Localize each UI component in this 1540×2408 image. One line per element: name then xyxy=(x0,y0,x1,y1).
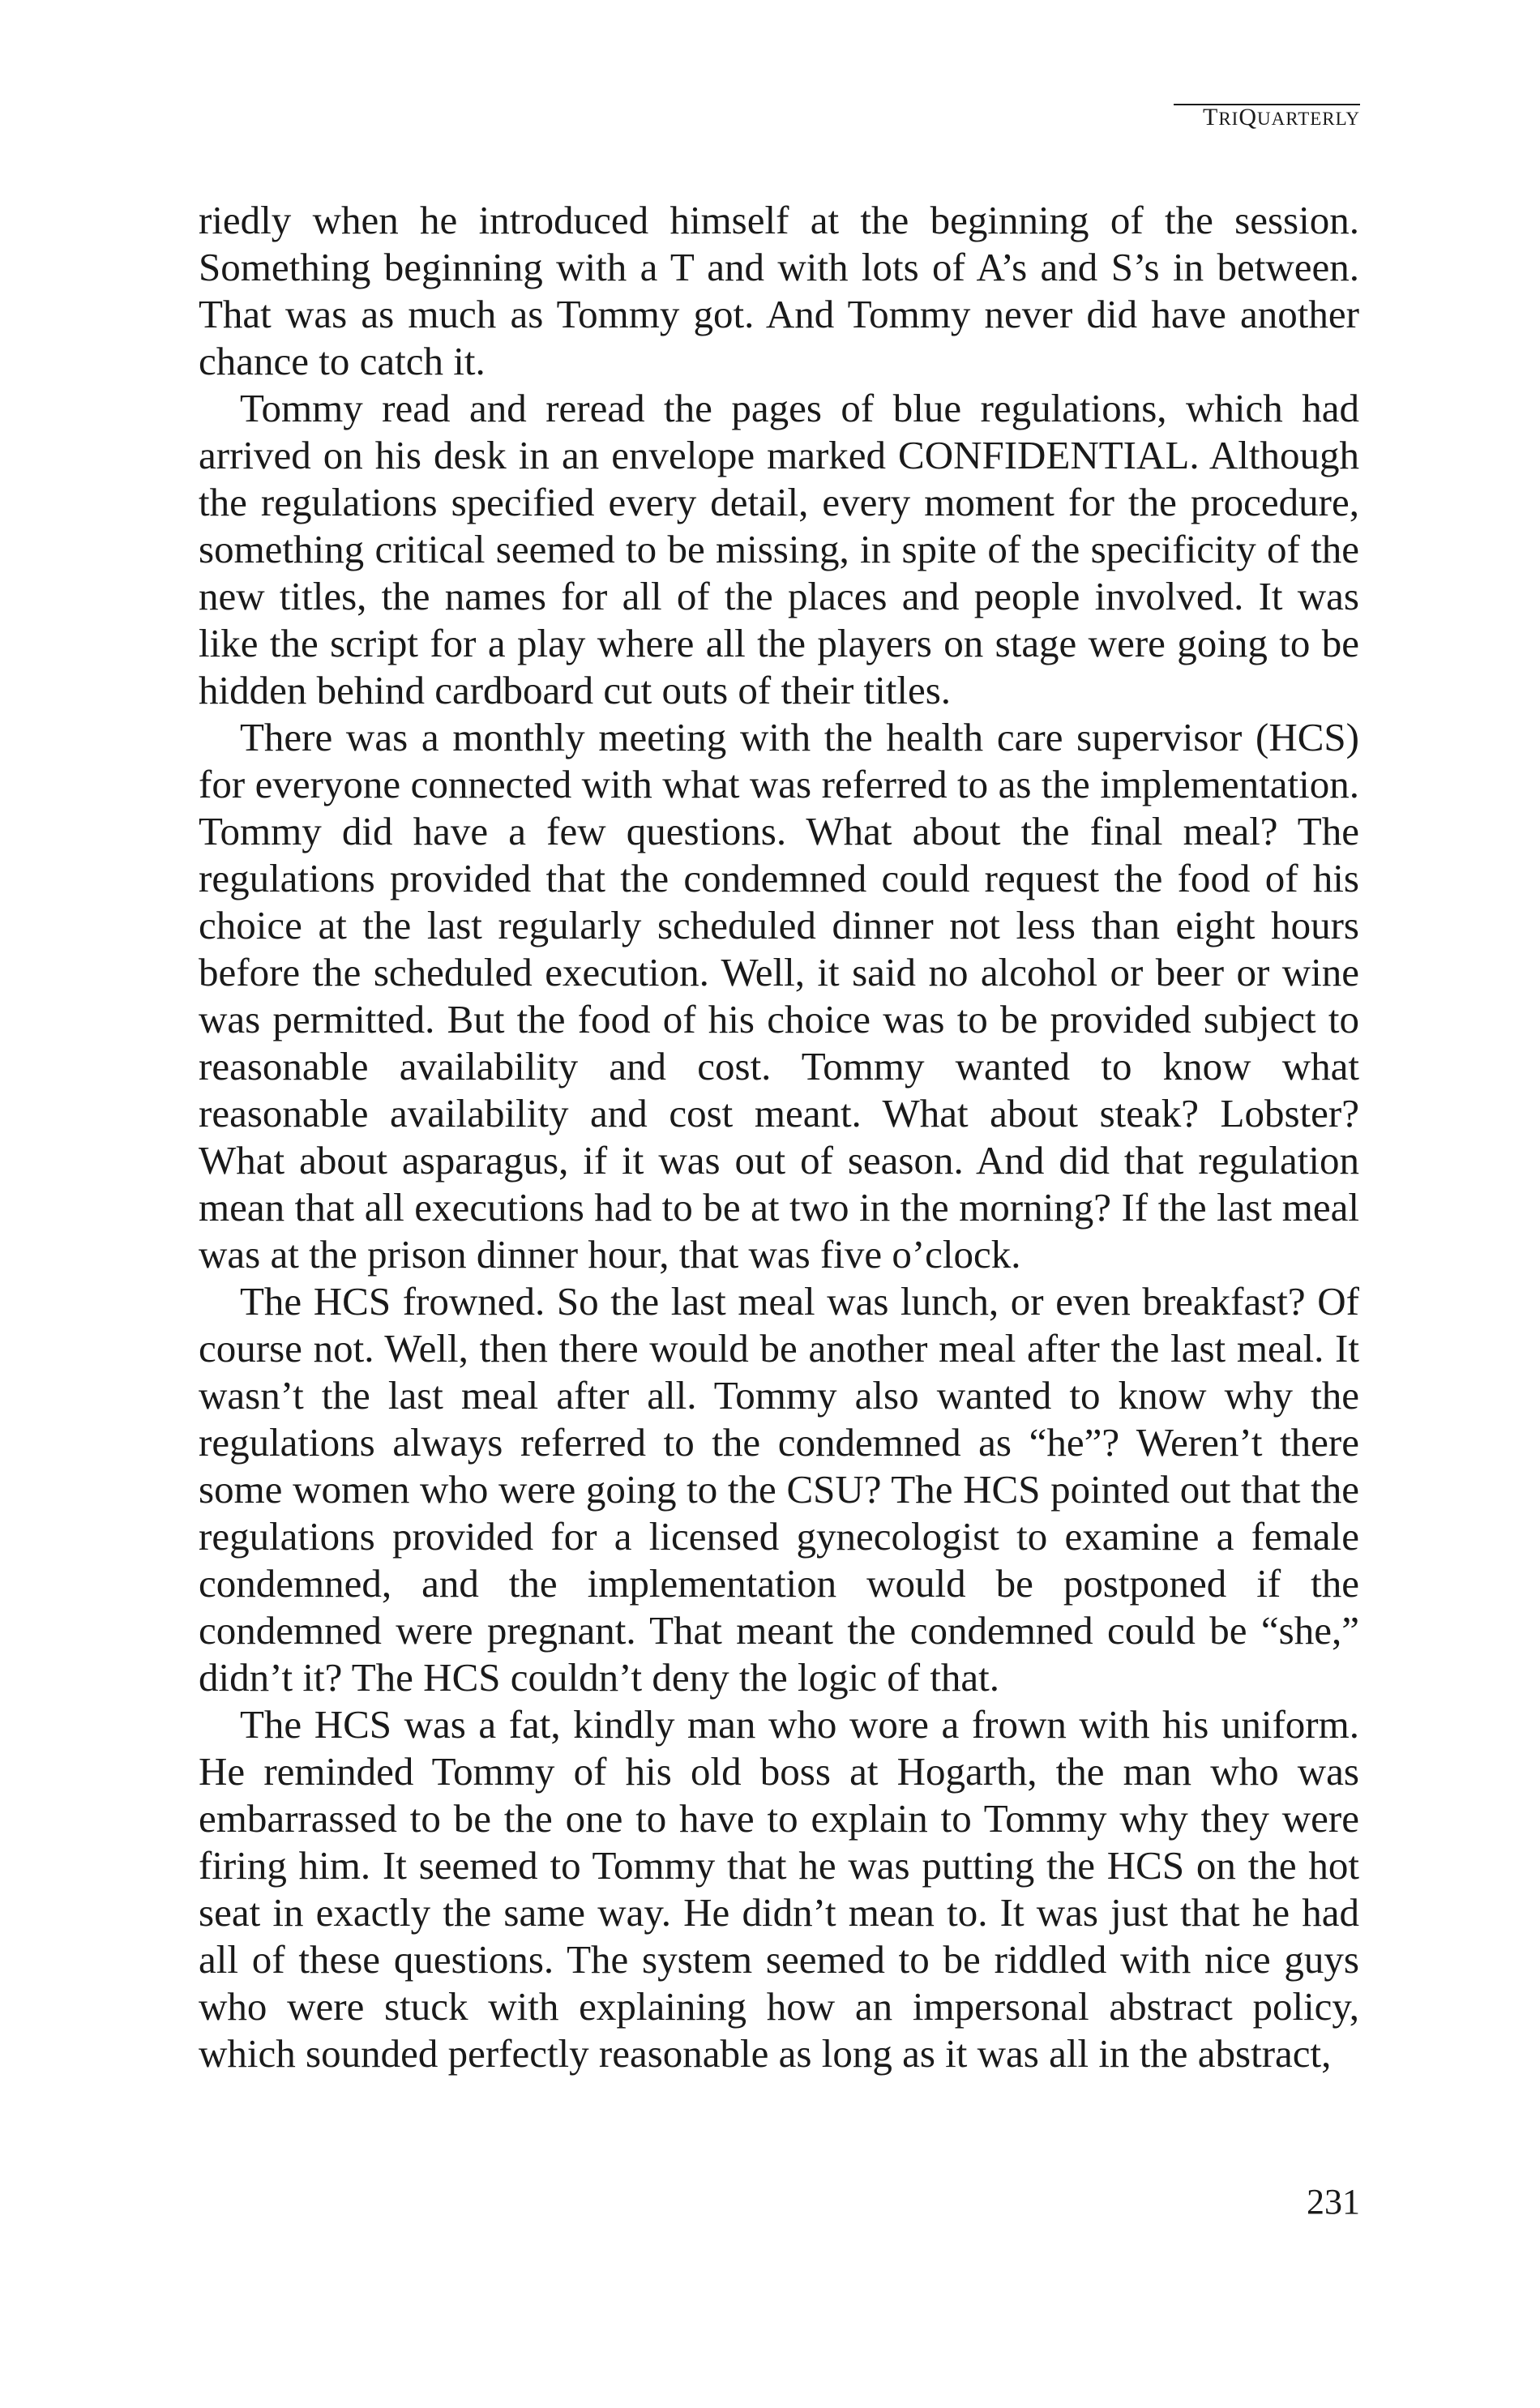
running-head-part: UARTERLY xyxy=(1257,109,1360,129)
running-head-part: T xyxy=(1203,104,1219,130)
running-head-part: Q xyxy=(1238,104,1258,130)
running-head-part: RI xyxy=(1218,109,1239,129)
paragraph: There was a monthly meeting with the health care supervisor (HCS) for everyone connected with what was referred to as the implementation. Tommy did have a few questions. What about the final meal? The regulations provided that the condemned could request the food of his choice at the last regularly scheduled dinner not less than eight hours before the scheduled execution. Well, it said no alcohol or beer or wine was permitted. But the food of his choice was to be provided subject to reasonable availability and cost. Tommy wanted to know what reasonable availability and cost meant. What about steak? Lobster? What about asparagus, if it was out of season. And did that regulation mean that all executions had to be at two in the morning? If the last meal was at the prison dinner hour, that was five o’clock. xyxy=(199,715,1359,1277)
running-head xyxy=(1203,105,1360,130)
paragraph: The HCS frowned. So the last meal was lunch, or even breakfast? Of course not. Well, then there would be another meal after the last meal. It wasn’t the last meal after all. Tommy also wanted to know why the regulations always referred to the condemned as “he”? Weren’t there some women who were going to the CSU? The HCS pointed out that the regulations provided for a licensed gynecologist to examine a female condemned, and the implementation would be postponed if the condemned were pregnant. That meant the condemned could be “she,” didn’t it? The HCS couldn’t deny the logic of that. xyxy=(199,1279,1359,1700)
body-text xyxy=(199,197,1359,2077)
page-number: 231 xyxy=(1307,2182,1360,2222)
paragraph: The HCS was a fat, kindly man who wore a frown with his uniform. He reminded Tommy of his old boss at Hogarth, the man who was embarrassed to be the one to have to explain to Tommy why they were firing him. It seemed to Tommy that he was putting the HCS on the hot seat in exactly the same way. He didn’t mean to. It was just that he had all of these questions. The system seemed to be riddled with nice guys who were stuck with explaining how an impersonal abstract policy, which sounded perfectly reasonable as long as it was all in the abstract, xyxy=(199,1702,1359,2076)
paragraph: Tommy read and reread the pages of blue regulations, which had arrived on his desk in an envelope marked CONFIDENTIAL. Although the regulations specified every detail, every moment for the procedure, something critical seemed to be missing, in spite of the specificity of the new titles, the names for all of the places and people involved. It was like the script for a play where all the players on stage were going to be hidden behind cardboard cut outs of their titles. xyxy=(199,386,1359,712)
paragraph-continued: riedly when he introduced himself at the beginning of the session. Something beginning with a T and with lots of A’s and S’s in between. That was as much as Tommy got. And Tommy never did have another chance to catch it. xyxy=(199,198,1359,383)
